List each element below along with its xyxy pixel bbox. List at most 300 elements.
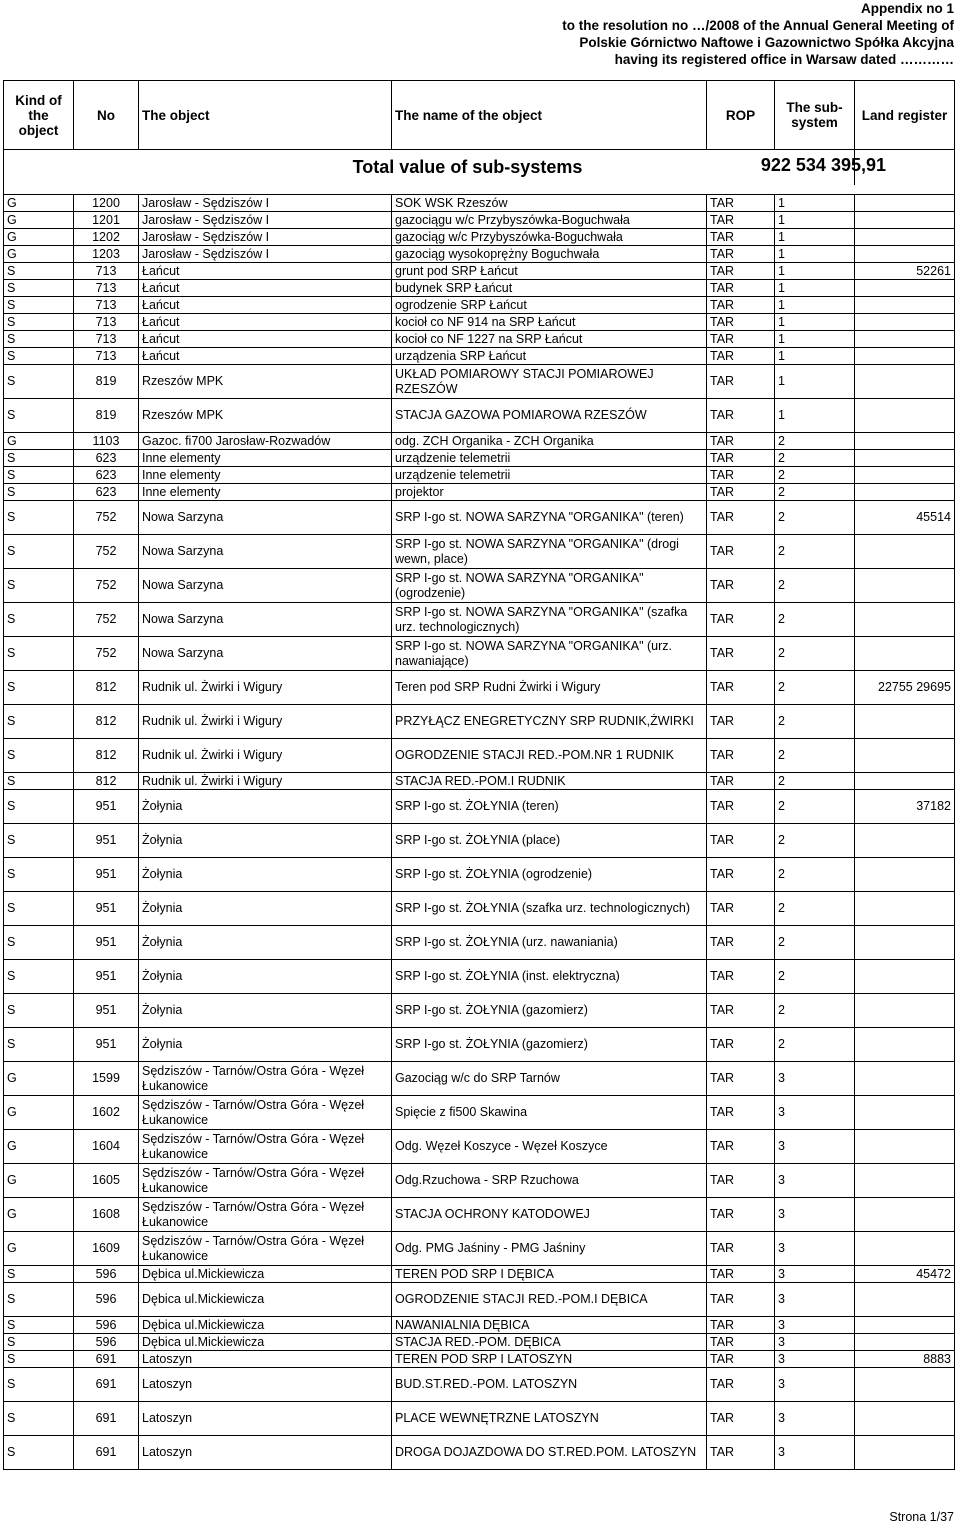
table-row bbox=[4, 671, 955, 705]
cell-rop: TAR bbox=[707, 1436, 775, 1470]
cell-sub: 2 bbox=[775, 569, 855, 603]
cell-rop: TAR bbox=[707, 1283, 775, 1317]
cell-kind: G bbox=[4, 1164, 74, 1198]
cell-rop: TAR bbox=[707, 535, 775, 569]
cell-kind: S bbox=[4, 348, 74, 365]
cell-rop: TAR bbox=[707, 892, 775, 926]
cell-land: 52261 bbox=[855, 263, 955, 280]
cell-kind: S bbox=[4, 1436, 74, 1470]
cell-land bbox=[855, 535, 955, 569]
cell-name: SRP I-go st. NOWA SARZYNA "ORGANIKA" (urz. nawaniające) bbox=[392, 637, 707, 671]
cell-no: 951 bbox=[74, 824, 139, 858]
cell-no: 752 bbox=[74, 501, 139, 535]
cell-name: urządzenie telemetrii bbox=[392, 467, 707, 484]
table-row bbox=[4, 603, 955, 637]
cell-rop: TAR bbox=[707, 1317, 775, 1334]
cell-no: 812 bbox=[74, 739, 139, 773]
header-object: The object bbox=[139, 81, 392, 150]
cell-kind: S bbox=[4, 1402, 74, 1436]
table-row bbox=[4, 892, 955, 926]
cell-no: 691 bbox=[74, 1402, 139, 1436]
cell-object: Żołynia bbox=[139, 858, 392, 892]
cell-rop: TAR bbox=[707, 195, 775, 212]
cell-land bbox=[855, 603, 955, 637]
cell-name: STACJA OCHRONY KATODOWEJ bbox=[392, 1198, 707, 1232]
cell-object: Latoszyn bbox=[139, 1402, 392, 1436]
cell-land bbox=[855, 212, 955, 229]
total-row bbox=[4, 150, 955, 186]
header-name: The name of the object bbox=[392, 81, 707, 150]
header-subsystem: The sub-system bbox=[775, 81, 855, 150]
cell-name: TEREN POD SRP I LATOSZYN bbox=[392, 1351, 707, 1368]
cell-name: SRP I-go st. NOWA SARZYNA "ORGANIKA" (szafka urz. technologicznych) bbox=[392, 603, 707, 637]
table-row bbox=[4, 739, 955, 773]
cell-kind: S bbox=[4, 1351, 74, 1368]
appendix-company: Polskie Górnictwo Naftowe i Gazownictwo Spółka Akcyjna bbox=[579, 35, 954, 50]
cell-rop: TAR bbox=[707, 1402, 775, 1436]
table-row bbox=[4, 229, 955, 246]
cell-land bbox=[855, 1164, 955, 1198]
cell-land bbox=[855, 1368, 955, 1402]
cell-name: budynek SRP Łańcut bbox=[392, 280, 707, 297]
subsystems-table bbox=[3, 80, 955, 1470]
cell-kind: G bbox=[4, 246, 74, 263]
cell-kind: S bbox=[4, 569, 74, 603]
cell-rop: TAR bbox=[707, 926, 775, 960]
cell-rop: TAR bbox=[707, 314, 775, 331]
cell-name: STACJA RED.-POM.I RUDNIK bbox=[392, 773, 707, 790]
cell-no: 1203 bbox=[74, 246, 139, 263]
cell-rop: TAR bbox=[707, 331, 775, 348]
cell-no: 713 bbox=[74, 314, 139, 331]
cell-no: 1202 bbox=[74, 229, 139, 246]
table-row bbox=[4, 1351, 955, 1368]
table-row bbox=[4, 1096, 955, 1130]
cell-object: Dębica ul.Mickiewicza bbox=[139, 1317, 392, 1334]
cell-rop: TAR bbox=[707, 1062, 775, 1096]
table-row bbox=[4, 637, 955, 671]
cell-name: SRP I-go st. ŻOŁYNIA (inst. elektryczna) bbox=[392, 960, 707, 994]
cell-object: Jarosław - Sędziszów I bbox=[139, 212, 392, 229]
cell-sub: 1 bbox=[775, 314, 855, 331]
table-row bbox=[4, 824, 955, 858]
cell-no: 752 bbox=[74, 535, 139, 569]
table-row bbox=[4, 960, 955, 994]
cell-sub: 2 bbox=[775, 790, 855, 824]
cell-no: 713 bbox=[74, 297, 139, 314]
cell-sub: 3 bbox=[775, 1368, 855, 1402]
table-row bbox=[4, 1266, 955, 1283]
cell-object: Rzeszów MPK bbox=[139, 365, 392, 399]
cell-rop: TAR bbox=[707, 1096, 775, 1130]
header-land-register: Land register bbox=[855, 81, 955, 150]
cell-land bbox=[855, 331, 955, 348]
cell-no: 1608 bbox=[74, 1198, 139, 1232]
cell-rop: TAR bbox=[707, 1266, 775, 1283]
table-row bbox=[4, 1232, 955, 1266]
cell-kind: S bbox=[4, 790, 74, 824]
cell-rop: TAR bbox=[707, 603, 775, 637]
cell-object: Żołynia bbox=[139, 960, 392, 994]
table-row bbox=[4, 467, 955, 484]
cell-land: 37182 bbox=[855, 790, 955, 824]
cell-land: 8883 bbox=[855, 1351, 955, 1368]
cell-object: Rzeszów MPK bbox=[139, 399, 392, 433]
cell-object: Inne elementy bbox=[139, 467, 392, 484]
cell-no: 1103 bbox=[74, 433, 139, 450]
cell-object: Sędziszów - Tarnów/Ostra Góra - Węzeł Łukanowice bbox=[139, 1062, 392, 1096]
cell-object: Rudnik ul. Żwirki i Wigury bbox=[139, 773, 392, 790]
cell-sub: 3 bbox=[775, 1402, 855, 1436]
table-row bbox=[4, 433, 955, 450]
cell-land bbox=[855, 960, 955, 994]
cell-rop: TAR bbox=[707, 484, 775, 501]
cell-land bbox=[855, 484, 955, 501]
cell-land bbox=[855, 1062, 955, 1096]
cell-name: ogrodzenie SRP Łańcut bbox=[392, 297, 707, 314]
table-row bbox=[4, 926, 955, 960]
cell-no: 1200 bbox=[74, 195, 139, 212]
cell-name: SRP I-go st. NOWA SARZYNA "ORGANIKA" (ogrodzenie) bbox=[392, 569, 707, 603]
cell-object: Inne elementy bbox=[139, 484, 392, 501]
table-row bbox=[4, 705, 955, 739]
cell-rop: TAR bbox=[707, 212, 775, 229]
table-row bbox=[4, 1028, 955, 1062]
cell-sub: 2 bbox=[775, 858, 855, 892]
cell-sub: 3 bbox=[775, 1351, 855, 1368]
cell-land bbox=[855, 467, 955, 484]
cell-name: Odg.Rzuchowa - SRP Rzuchowa bbox=[392, 1164, 707, 1198]
cell-object: Jarosław - Sędziszów I bbox=[139, 229, 392, 246]
cell-rop: TAR bbox=[707, 450, 775, 467]
cell-sub: 2 bbox=[775, 926, 855, 960]
table-row bbox=[4, 1062, 955, 1096]
cell-object: Jarosław - Sędziszów I bbox=[139, 246, 392, 263]
table-row bbox=[4, 399, 955, 433]
cell-sub: 2 bbox=[775, 603, 855, 637]
cell-sub: 1 bbox=[775, 263, 855, 280]
table-row bbox=[4, 348, 955, 365]
cell-land bbox=[855, 994, 955, 1028]
cell-object: Łańcut bbox=[139, 331, 392, 348]
table-row bbox=[4, 1368, 955, 1402]
cell-no: 812 bbox=[74, 773, 139, 790]
table-row bbox=[4, 1436, 955, 1470]
page-number: Strona 1/37 bbox=[889, 1510, 954, 1524]
cell-land bbox=[855, 1436, 955, 1470]
cell-land bbox=[855, 246, 955, 263]
cell-no: 819 bbox=[74, 399, 139, 433]
cell-object: Latoszyn bbox=[139, 1436, 392, 1470]
cell-no: 691 bbox=[74, 1368, 139, 1402]
cell-rop: TAR bbox=[707, 773, 775, 790]
cell-rop: TAR bbox=[707, 858, 775, 892]
cell-kind: S bbox=[4, 1334, 74, 1351]
cell-object: Dębica ul.Mickiewicza bbox=[139, 1283, 392, 1317]
cell-no: 1201 bbox=[74, 212, 139, 229]
cell-name: TEREN POD SRP I DĘBICA bbox=[392, 1266, 707, 1283]
cell-object: Łańcut bbox=[139, 297, 392, 314]
cell-no: 596 bbox=[74, 1283, 139, 1317]
cell-name: SRP I-go st. ŻOŁYNIA (urz. nawaniania) bbox=[392, 926, 707, 960]
cell-sub: 3 bbox=[775, 1096, 855, 1130]
cell-name: PLACE WEWNĘTRZNE LATOSZYN bbox=[392, 1402, 707, 1436]
cell-sub: 3 bbox=[775, 1232, 855, 1266]
table-row bbox=[4, 1198, 955, 1232]
cell-object: Żołynia bbox=[139, 994, 392, 1028]
table-row bbox=[4, 195, 955, 212]
cell-name: urządzenia SRP Łańcut bbox=[392, 348, 707, 365]
cell-sub: 3 bbox=[775, 1283, 855, 1317]
cell-rop: TAR bbox=[707, 280, 775, 297]
cell-rop: TAR bbox=[707, 348, 775, 365]
cell-no: 713 bbox=[74, 280, 139, 297]
table-row bbox=[4, 314, 955, 331]
cell-no: 691 bbox=[74, 1436, 139, 1470]
cell-land: 45514 bbox=[855, 501, 955, 535]
cell-kind: S bbox=[4, 892, 74, 926]
cell-rop: TAR bbox=[707, 297, 775, 314]
cell-kind: G bbox=[4, 1232, 74, 1266]
cell-land bbox=[855, 1334, 955, 1351]
cell-sub: 2 bbox=[775, 739, 855, 773]
cell-kind: S bbox=[4, 467, 74, 484]
table-row bbox=[4, 790, 955, 824]
table-row bbox=[4, 1402, 955, 1436]
cell-kind: G bbox=[4, 195, 74, 212]
cell-sub: 2 bbox=[775, 994, 855, 1028]
cell-rop: TAR bbox=[707, 1334, 775, 1351]
table-row bbox=[4, 484, 955, 501]
table-row bbox=[4, 569, 955, 603]
cell-no: 713 bbox=[74, 263, 139, 280]
cell-name: STACJA GAZOWA POMIAROWA RZESZÓW bbox=[392, 399, 707, 433]
cell-land bbox=[855, 433, 955, 450]
table-row bbox=[4, 331, 955, 348]
cell-no: 623 bbox=[74, 484, 139, 501]
cell-kind: S bbox=[4, 739, 74, 773]
table-row bbox=[4, 1283, 955, 1317]
appendix-office: having its registered office in Warsaw dated ………… bbox=[614, 52, 954, 67]
cell-object: Sędziszów - Tarnów/Ostra Góra - Węzeł Łukanowice bbox=[139, 1198, 392, 1232]
cell-land bbox=[855, 773, 955, 790]
cell-object: Inne elementy bbox=[139, 450, 392, 467]
total-label: Total value of sub-systems bbox=[4, 150, 855, 186]
cell-object: Sędziszów - Tarnów/Ostra Góra - Węzeł Łukanowice bbox=[139, 1096, 392, 1130]
cell-kind: S bbox=[4, 501, 74, 535]
cell-kind: G bbox=[4, 433, 74, 450]
cell-name: PRZYŁĄCZ ENEGRETYCZNY SRP RUDNIK,ŻWIRKI bbox=[392, 705, 707, 739]
cell-no: 713 bbox=[74, 331, 139, 348]
cell-kind: S bbox=[4, 297, 74, 314]
cell-object: Rudnik ul. Żwirki i Wigury bbox=[139, 705, 392, 739]
cell-object: Dębica ul.Mickiewicza bbox=[139, 1334, 392, 1351]
table-row bbox=[4, 297, 955, 314]
cell-land bbox=[855, 229, 955, 246]
cell-sub: 1 bbox=[775, 246, 855, 263]
cell-name: gazociąg w/c Przybyszówka-Boguchwała bbox=[392, 229, 707, 246]
cell-sub: 1 bbox=[775, 212, 855, 229]
table-row bbox=[4, 1164, 955, 1198]
table-row bbox=[4, 365, 955, 399]
cell-land bbox=[855, 450, 955, 467]
table-row bbox=[4, 1334, 955, 1351]
cell-rop: TAR bbox=[707, 1232, 775, 1266]
cell-object: Sędziszów - Tarnów/Ostra Góra - Węzeł Łukanowice bbox=[139, 1164, 392, 1198]
cell-land bbox=[855, 399, 955, 433]
cell-object: Łańcut bbox=[139, 348, 392, 365]
cell-name: SRP I-go st. NOWA SARZYNA "ORGANIKA" (drogi wewn, place) bbox=[392, 535, 707, 569]
cell-sub: 1 bbox=[775, 331, 855, 348]
header-no: No bbox=[74, 81, 139, 150]
cell-object: Dębica ul.Mickiewicza bbox=[139, 1266, 392, 1283]
table-row bbox=[4, 773, 955, 790]
cell-sub: 1 bbox=[775, 348, 855, 365]
cell-kind: S bbox=[4, 263, 74, 280]
table-row bbox=[4, 1317, 955, 1334]
cell-no: 951 bbox=[74, 892, 139, 926]
cell-kind: G bbox=[4, 1096, 74, 1130]
cell-kind: G bbox=[4, 1130, 74, 1164]
cell-kind: S bbox=[4, 1368, 74, 1402]
cell-land bbox=[855, 314, 955, 331]
cell-rop: TAR bbox=[707, 1028, 775, 1062]
header-kind: Kind of the object bbox=[4, 81, 74, 150]
cell-sub: 3 bbox=[775, 1130, 855, 1164]
cell-sub: 2 bbox=[775, 671, 855, 705]
cell-object: Żołynia bbox=[139, 926, 392, 960]
cell-land bbox=[855, 858, 955, 892]
cell-object: Gazoc. fi700 Jarosław-Rozwadów bbox=[139, 433, 392, 450]
cell-name: SRP I-go st. ŻOŁYNIA (gazomierz) bbox=[392, 994, 707, 1028]
cell-land bbox=[855, 892, 955, 926]
cell-no: 752 bbox=[74, 569, 139, 603]
cell-name: SOK WSK Rzeszów bbox=[392, 195, 707, 212]
cell-no: 623 bbox=[74, 467, 139, 484]
cell-name: SRP I-go st. ŻOŁYNIA (place) bbox=[392, 824, 707, 858]
cell-land bbox=[855, 1198, 955, 1232]
cell-object: Nowa Sarzyna bbox=[139, 535, 392, 569]
cell-object: Sędziszów - Tarnów/Ostra Góra - Węzeł Łukanowice bbox=[139, 1130, 392, 1164]
cell-land bbox=[855, 1317, 955, 1334]
cell-kind: S bbox=[4, 671, 74, 705]
table-row bbox=[4, 1130, 955, 1164]
cell-kind: S bbox=[4, 773, 74, 790]
cell-rop: TAR bbox=[707, 246, 775, 263]
cell-rop: TAR bbox=[707, 790, 775, 824]
cell-name: odg. ZCH Organika - ZCH Organika bbox=[392, 433, 707, 450]
spacer-row bbox=[4, 185, 955, 195]
cell-sub: 3 bbox=[775, 1266, 855, 1283]
cell-sub: 2 bbox=[775, 892, 855, 926]
cell-name: SRP I-go st. ŻOŁYNIA (szafka urz. technologicznych) bbox=[392, 892, 707, 926]
cell-name: DROGA DOJAZDOWA DO ST.RED.POM. LATOSZYN bbox=[392, 1436, 707, 1470]
cell-sub: 2 bbox=[775, 960, 855, 994]
cell-sub: 2 bbox=[775, 501, 855, 535]
cell-rop: TAR bbox=[707, 671, 775, 705]
cell-kind: S bbox=[4, 994, 74, 1028]
cell-kind: G bbox=[4, 1198, 74, 1232]
cell-kind: S bbox=[4, 858, 74, 892]
cell-rop: TAR bbox=[707, 960, 775, 994]
cell-rop: TAR bbox=[707, 467, 775, 484]
cell-no: 623 bbox=[74, 450, 139, 467]
cell-no: 752 bbox=[74, 603, 139, 637]
table-row bbox=[4, 280, 955, 297]
cell-name: Teren pod SRP Rudni Żwirki i Wigury bbox=[392, 671, 707, 705]
cell-name: Odg. PMG Jaśniny - PMG Jaśniny bbox=[392, 1232, 707, 1266]
cell-kind: S bbox=[4, 960, 74, 994]
cell-no: 1599 bbox=[74, 1062, 139, 1096]
cell-rop: TAR bbox=[707, 433, 775, 450]
cell-no: 951 bbox=[74, 960, 139, 994]
cell-sub: 2 bbox=[775, 1028, 855, 1062]
cell-sub: 3 bbox=[775, 1198, 855, 1232]
cell-rop: TAR bbox=[707, 1164, 775, 1198]
cell-sub: 3 bbox=[775, 1334, 855, 1351]
cell-rop: TAR bbox=[707, 705, 775, 739]
cell-land bbox=[855, 926, 955, 960]
cell-sub: 1 bbox=[775, 297, 855, 314]
cell-name: Odg. Węzeł Koszyce - Węzeł Koszyce bbox=[392, 1130, 707, 1164]
cell-rop: TAR bbox=[707, 569, 775, 603]
cell-kind: S bbox=[4, 603, 74, 637]
cell-name: UKŁAD POMIAROWY STACJI POMIAROWEJ RZESZÓW bbox=[392, 365, 707, 399]
appendix-resolution: to the resolution no …/2008 of the Annual General Meeting of bbox=[562, 18, 954, 33]
cell-land bbox=[855, 1402, 955, 1436]
cell-no: 812 bbox=[74, 671, 139, 705]
cell-rop: TAR bbox=[707, 263, 775, 280]
cell-object: Żołynia bbox=[139, 892, 392, 926]
cell-kind: S bbox=[4, 399, 74, 433]
appendix-header bbox=[562, 0, 954, 68]
cell-land bbox=[855, 365, 955, 399]
cell-object: Latoszyn bbox=[139, 1351, 392, 1368]
cell-object: Nowa Sarzyna bbox=[139, 637, 392, 671]
cell-sub: 3 bbox=[775, 1062, 855, 1096]
table-header-row bbox=[4, 81, 955, 150]
cell-no: 951 bbox=[74, 858, 139, 892]
cell-sub: 2 bbox=[775, 433, 855, 450]
cell-sub: 2 bbox=[775, 773, 855, 790]
cell-sub: 2 bbox=[775, 467, 855, 484]
cell-land bbox=[855, 1283, 955, 1317]
cell-object: Nowa Sarzyna bbox=[139, 501, 392, 535]
cell-kind: S bbox=[4, 1317, 74, 1334]
table-row bbox=[4, 450, 955, 467]
table-row bbox=[4, 212, 955, 229]
cell-land bbox=[855, 569, 955, 603]
cell-land bbox=[855, 195, 955, 212]
cell-no: 1602 bbox=[74, 1096, 139, 1130]
cell-no: 819 bbox=[74, 365, 139, 399]
cell-rop: TAR bbox=[707, 229, 775, 246]
cell-kind: G bbox=[4, 212, 74, 229]
cell-name: urządzenie telemetrii bbox=[392, 450, 707, 467]
cell-rop: TAR bbox=[707, 637, 775, 671]
cell-object: Rudnik ul. Żwirki i Wigury bbox=[139, 671, 392, 705]
cell-kind: S bbox=[4, 535, 74, 569]
cell-sub: 2 bbox=[775, 705, 855, 739]
cell-object: Sędziszów - Tarnów/Ostra Góra - Węzeł Łukanowice bbox=[139, 1232, 392, 1266]
table-row bbox=[4, 263, 955, 280]
cell-sub: 3 bbox=[775, 1436, 855, 1470]
cell-object: Nowa Sarzyna bbox=[139, 569, 392, 603]
cell-no: 596 bbox=[74, 1266, 139, 1283]
cell-name: OGRODZENIE STACJI RED.-POM.I DĘBICA bbox=[392, 1283, 707, 1317]
cell-name: kocioł co NF 914 na SRP Łańcut bbox=[392, 314, 707, 331]
cell-rop: TAR bbox=[707, 994, 775, 1028]
